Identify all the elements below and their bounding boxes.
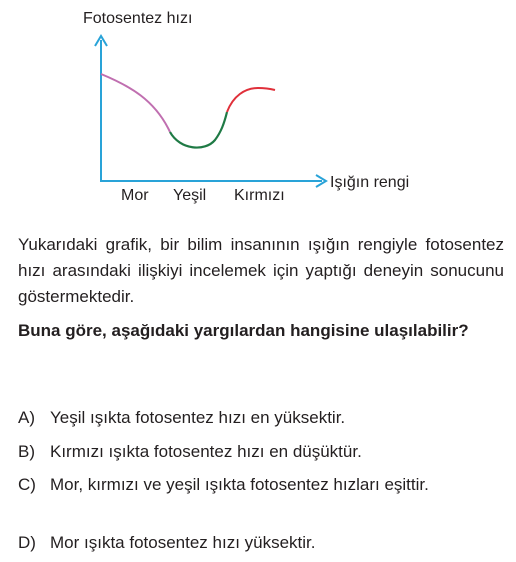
option-b-key: B) <box>18 442 35 461</box>
fotosentez-graph <box>0 0 516 215</box>
option-d-key: D) <box>18 533 36 552</box>
question-prompt: Buna göre, aşağıdaki yargılardan hangisine ulaşılabilir? <box>18 321 469 340</box>
x-axis-label: Işığın rengi <box>330 174 410 191</box>
option-a-key: A) <box>18 408 35 427</box>
option-d[interactable] <box>18 531 504 555</box>
graph-svg <box>0 0 516 215</box>
option-a-text: Yeşil ışıkta fotosentez hızı en yüksektir. <box>50 408 346 427</box>
y-axis-label: Fotosentez hızı <box>83 10 193 27</box>
option-c[interactable] <box>18 473 504 497</box>
option-a[interactable] <box>18 406 504 430</box>
x-tick-mor: Mor <box>121 187 149 204</box>
x-tick-yesil: Yeşil <box>173 187 207 204</box>
question-stem: Yukarıdaki grafik, bir bilim insanının ışığın rengiyle fotosentez hızı arasındaki ilişkiyi incelemek için yaptığı deneyin sonucunu göstermektedir. <box>18 235 504 306</box>
option-c-key: C) <box>18 475 36 494</box>
curve-mor-segment <box>101 74 170 132</box>
curve-yesil-segment <box>170 112 227 148</box>
x-tick-kirmizi: Kırmızı <box>234 187 285 204</box>
option-d-text: Mor ışıkta fotosentez hızı yüksektir. <box>50 533 316 552</box>
option-b[interactable] <box>18 440 504 464</box>
option-c-text: Mor, kırmızı ve yeşil ışıkta fotosentez hızları eşittir. <box>50 475 429 494</box>
curve-kirmizi-segment <box>227 88 275 112</box>
option-b-text: Kırmızı ışıkta fotosentez hızı en düşüktür. <box>50 442 362 461</box>
